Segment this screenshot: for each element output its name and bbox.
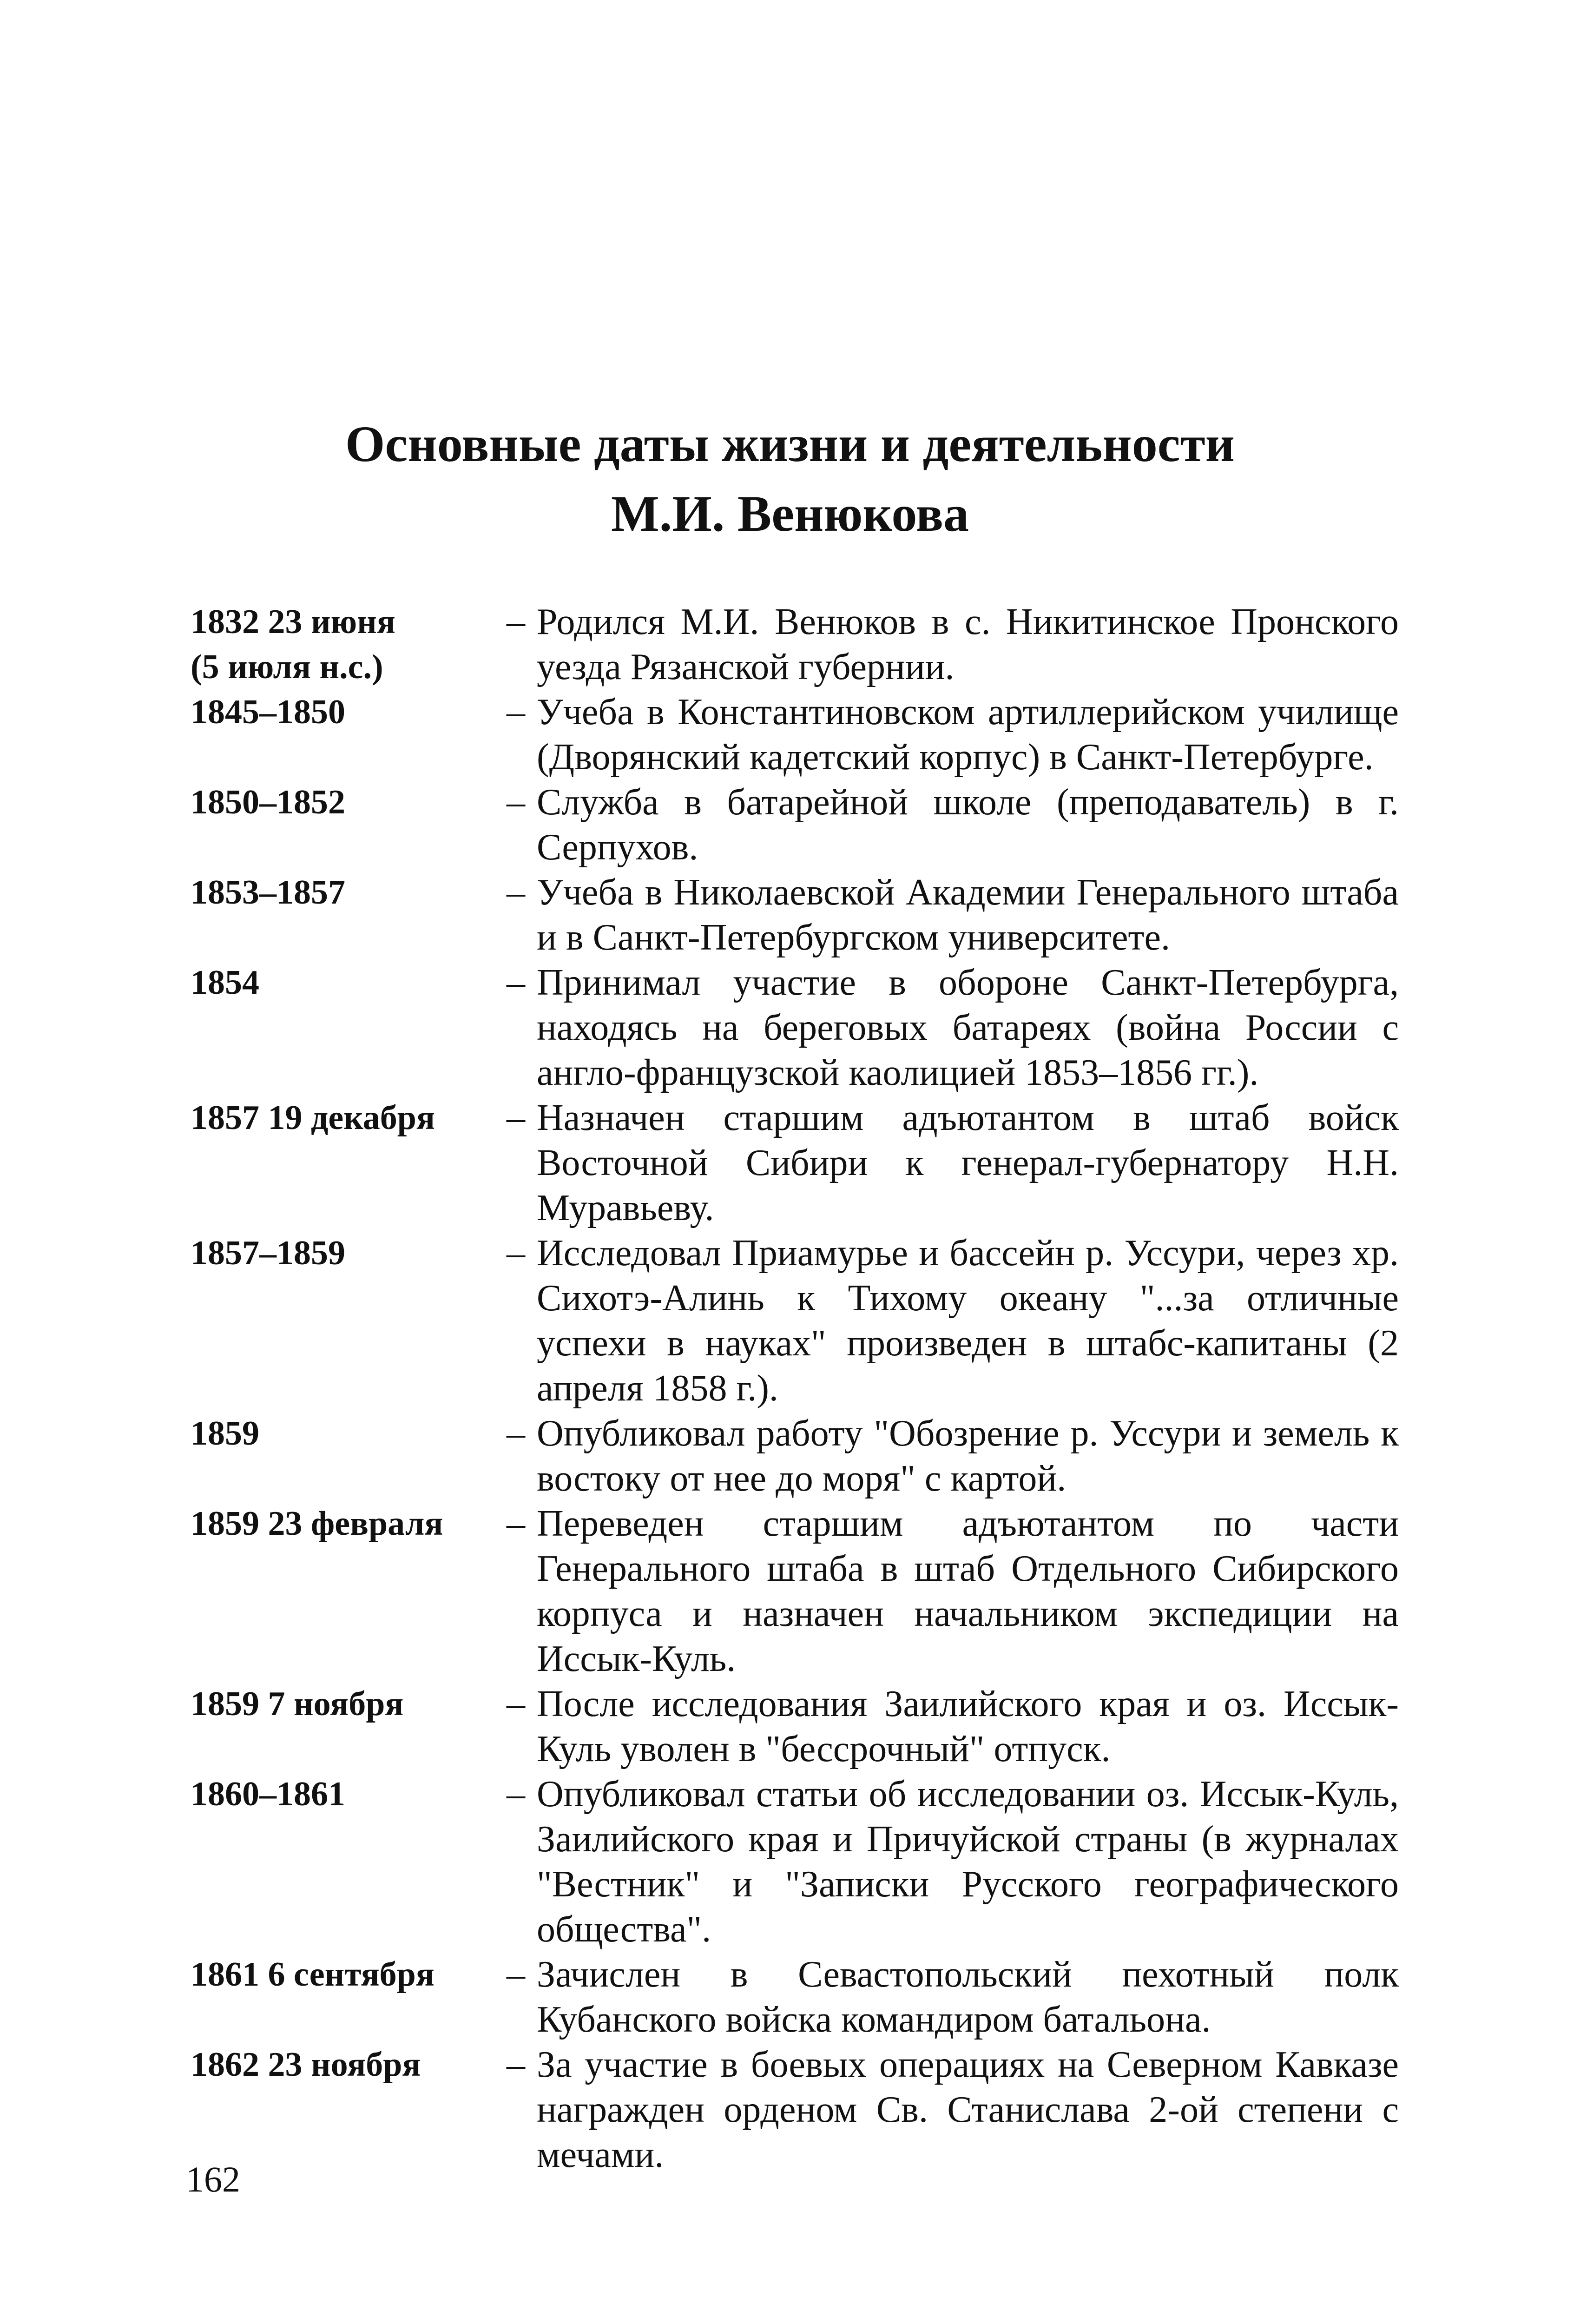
dash: – <box>507 692 525 733</box>
entry-date <box>191 780 507 825</box>
entry-date-line: 1859 7 ноября <box>191 1685 404 1723</box>
entry-date <box>191 1231 507 1276</box>
title-line-2: М.И. Венюкова <box>611 485 969 542</box>
page-number: 162 <box>186 2159 240 2199</box>
dash: – <box>507 2044 525 2085</box>
entry-date <box>191 1682 507 1727</box>
entry-date-line: (5 июля н.с.) <box>191 648 383 686</box>
entry-date-line: 1857 19 декабря <box>191 1099 435 1137</box>
chronology-entry <box>191 1231 1399 1411</box>
entry-description <box>507 1501 1399 1682</box>
entry-description <box>507 1411 1399 1501</box>
entry-text: Учеба в Константиновском артиллерийском училище (Дворянский кадетский корпус) в Санкт-Петербурге. <box>537 692 1399 778</box>
entry-date-line: 1832 23 июня <box>191 603 395 641</box>
chronology-entry <box>191 600 1399 690</box>
entry-text: Опубликовал работу "Обозрение р. Уссури и земель к востоку от нее до моря" с картой. <box>537 1413 1399 1499</box>
dash: – <box>507 962 525 1003</box>
entry-text: После исследования Заилийского края и оз. Иссык-Куль уволен в "бессрочный" отпуск. <box>537 1684 1399 1769</box>
entry-description <box>507 1682 1399 1772</box>
entry-date <box>191 1772 507 1817</box>
dash: – <box>507 1233 525 1274</box>
entry-text: Исследовал Приамурье и бассейн р. Уссури, через хр. Сихотэ-Алинь к Тихому океану "...за отличные успехи в науках" произведен в штабс-капитаны (2 апреля 1858 г.). <box>537 1233 1399 1409</box>
chronology-entry <box>191 690 1399 780</box>
dash: – <box>507 782 525 823</box>
entry-text: Учеба в Николаевской Академии Генерального штаба и в Санкт-Петербургском университете. <box>537 872 1399 958</box>
entry-description <box>507 600 1399 690</box>
entry-date-line: 1859 23 февраля <box>191 1505 443 1543</box>
entry-description <box>507 780 1399 870</box>
entry-text: Родился М.И. Венюков в с. Никитинское Пронского уезда Рязанской губернии. <box>537 601 1399 687</box>
dash: – <box>507 1413 525 1454</box>
dash: – <box>507 1954 525 1995</box>
entry-date-line: 1859 <box>191 1414 259 1452</box>
chronology-entry <box>191 1772 1399 1952</box>
entry-date-line: 1845–1850 <box>191 693 345 731</box>
entry-text: Принимал участие в обороне Санкт-Петербурга, находясь на береговых батареях (война России с англо-французской каолицией 1853–1856 гг.). <box>537 962 1399 1093</box>
dash: – <box>507 601 525 642</box>
entry-date <box>191 870 507 915</box>
entry-date <box>191 600 507 690</box>
chronology-entry <box>191 1682 1399 1772</box>
chronology-entry <box>191 960 1399 1096</box>
entry-date-line: 1850–1852 <box>191 783 345 821</box>
entry-text: Назначен старшим адъютантом в штаб войск Восточной Сибири к генерал-губернатору Н.Н. Муравьеву. <box>537 1097 1399 1228</box>
entry-description <box>507 960 1399 1096</box>
entry-date <box>191 1411 507 1456</box>
page-title <box>0 409 1580 548</box>
entry-text: Переведен старшим адъютантом по части Генерального штаба в штаб Отдельного Сибирского корпуса и назначен начальником экспедиции на Иссык-Куль. <box>537 1503 1399 1679</box>
chronology-list <box>191 600 1399 2178</box>
entry-text: За участие в боевых операциях на Северном Кавказе награжден орденом Св. Станислава 2-ой степени с мечами. <box>537 2044 1399 2175</box>
title-line-1: Основные даты жизни и деятельности <box>345 416 1235 472</box>
entry-date-line: 1861 6 сентября <box>191 1955 434 1994</box>
entry-description <box>507 690 1399 780</box>
dash: – <box>507 1503 525 1544</box>
chronology-entry <box>191 780 1399 870</box>
chronology-entry <box>191 1411 1399 1501</box>
dash: – <box>507 1774 525 1815</box>
entry-date-line: 1854 <box>191 964 259 1002</box>
entry-date-line: 1857–1859 <box>191 1234 345 1272</box>
entry-text: Опубликовал статьи об исследовании оз. Иссык-Куль, Заилийского края и Причуйской страны (в журналах "Вестник" и "Записки Русского географического общества". <box>537 1774 1399 1950</box>
entry-description <box>507 2042 1399 2178</box>
entry-date <box>191 690 507 735</box>
entry-description <box>507 1952 1399 2042</box>
chronology-entry <box>191 870 1399 960</box>
entry-date-line: 1862 23 ноября <box>191 2046 421 2084</box>
entry-description <box>507 1772 1399 1952</box>
chronology-entry <box>191 2042 1399 2178</box>
dash: – <box>507 1684 525 1724</box>
entry-description <box>507 1096 1399 1231</box>
dash: – <box>507 872 525 913</box>
chronology-entry <box>191 1501 1399 1682</box>
entry-text: Служба в батарейной школе (преподаватель) в г. Серпухов. <box>537 782 1399 868</box>
entry-date <box>191 960 507 1005</box>
entry-description <box>507 1231 1399 1411</box>
entry-text: Зачислен в Севастопольский пехотный полк Кубанского войска командиром батальона. <box>537 1954 1399 2040</box>
entry-date-line: 1853–1857 <box>191 873 345 911</box>
entry-date <box>191 1952 507 1997</box>
entry-date-line: 1860–1861 <box>191 1775 345 1813</box>
entry-date <box>191 2042 507 2087</box>
dash: – <box>507 1097 525 1138</box>
entry-date <box>191 1096 507 1141</box>
entry-date <box>191 1501 507 1546</box>
entry-description <box>507 870 1399 960</box>
chronology-entry <box>191 1096 1399 1231</box>
chronology-entry <box>191 1952 1399 2042</box>
